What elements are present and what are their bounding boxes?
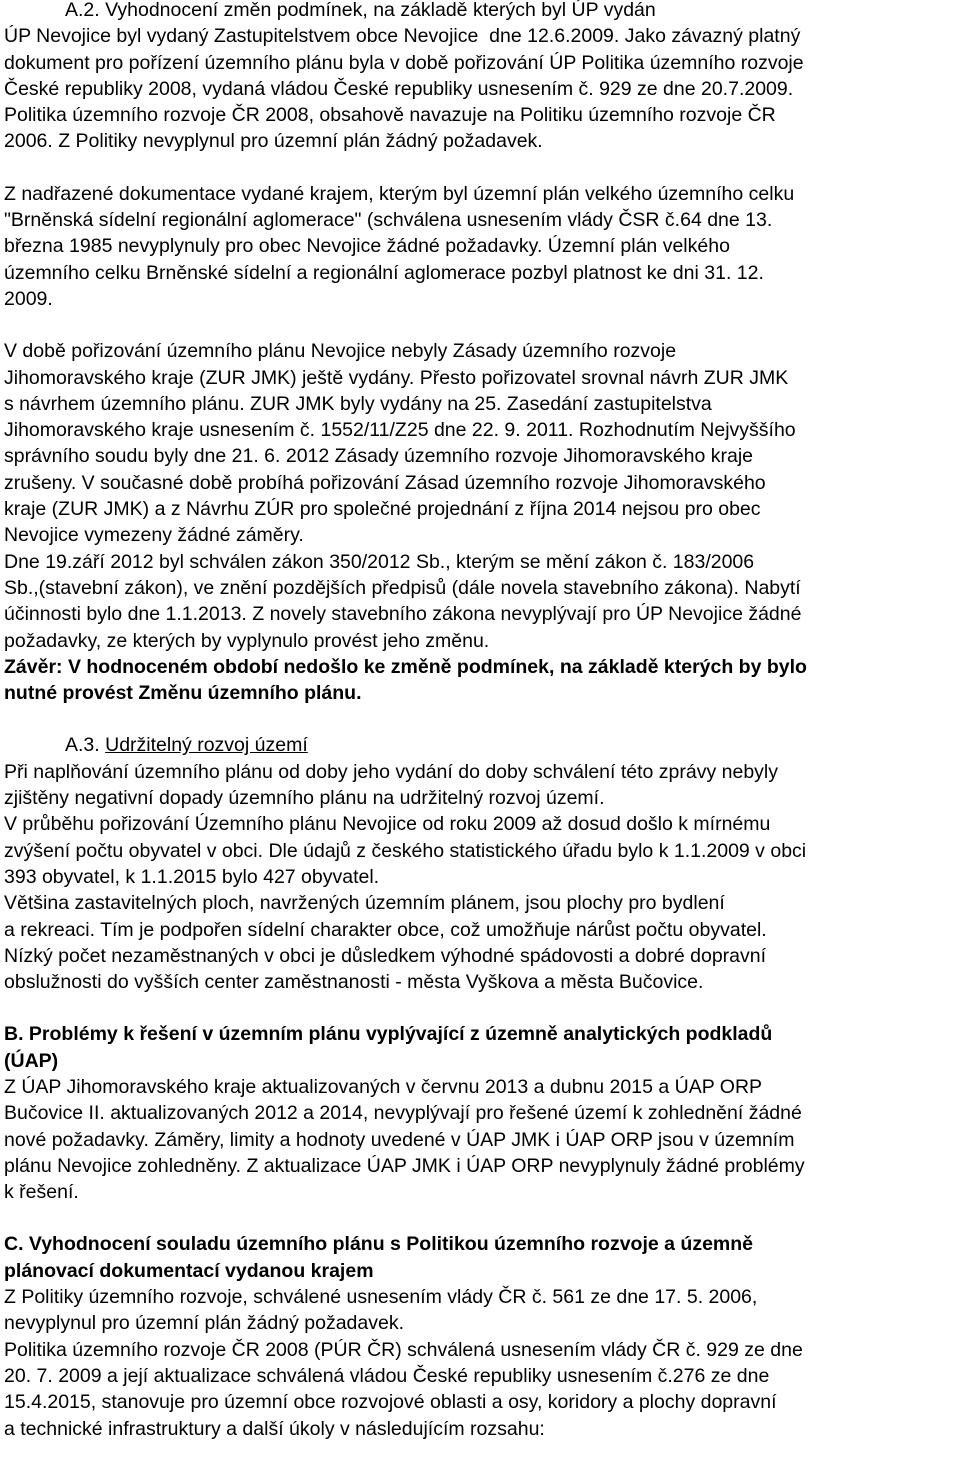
text-line: března 1985 nevyplynuly pro obec Nevojice žádné požadavky. Územní plán velkého [4, 235, 730, 258]
text-line: Z Politiky územního rozvoje, schválené usnesením vlády ČR č. 561 ze dne 17. 5. 2006, [4, 1286, 758, 1309]
text-line: Nízký počet nezaměstnaných v obci je důsledkem výhodné spádovosti a dobré dopravní [4, 944, 767, 967]
text-line: ÚP Nevojice byl vydaný Zastupitelstvem obce Nevojice dne 12.6.2009. Jako závazný platný [4, 25, 801, 48]
text-line: Jihomoravského kraje usnesením č. 1552/11/Z25 dne 22. 9. 2011. Rozhodnutím Nejvyššího [4, 419, 796, 442]
text-line: Politika územního rozvoje ČR 2008 (PÚR ČR) schválená usnesením vlády ČR č. 929 ze dne [4, 1338, 803, 1361]
text-line: "Brněnská sídelní regionální aglomerace" (schválena usnesením vlády ČSR č.64 dne 13. [4, 209, 773, 232]
text-line: správního soudu byly dne 21. 6. 2012 Zásady územního rozvoje Jihomoravského kraje [4, 445, 754, 468]
text-line: zrušeny. V současné době probíhá pořizování Zásad územního rozvoje Jihomoravského [4, 471, 766, 494]
a3-paragraph-2 [4, 811, 956, 890]
text-line: 20. 7. 2009 a její aktualizace schválená vládou České republiky usnesením č.276 ze dne [4, 1364, 770, 1387]
text-line: plánovací dokumentací vydanou krajem [4, 1259, 374, 1282]
a3-paragraph-3 [4, 890, 956, 995]
text-line: Závěr: V hodnoceném období nedošlo ke změně podmínek, na základě kterých by bylo [4, 655, 807, 678]
text-line: V době pořizování územního plánu Nevojice nebyly Zásady územního rozvoje [4, 340, 677, 363]
b-heading [4, 1021, 956, 1074]
c-paragraph-1 [4, 1284, 956, 1337]
text-line: 15.4.2015, stanovuje pro územní obce rozvojové oblasti a osy, koridory a plochy dopravní [4, 1391, 777, 1414]
a3-number: A.3. [65, 734, 100, 757]
text-line: požadavky, ze kterých by vyplynulo provést jeho změnu. [4, 629, 490, 652]
text-line: Z ÚAP Jihomoravského kraje aktualizovaných v červnu 2013 a dubnu 2015 a ÚAP ORP [4, 1075, 763, 1098]
text-line: Dne 19.září 2012 byl schválen zákon 350/2012 Sb., kterým se mění zákon č. 183/2006 [4, 550, 755, 573]
text-line: V průběhu pořizování Územního plánu Nevojice od roku 2009 až dosud došlo k mírnému [4, 813, 771, 836]
text-line: Při naplňování územního plánu od doby jeho vydání do doby schválení této zprávy nebyly [4, 760, 779, 783]
text-line: Jihomoravského kraje (ZUR JMK) ještě vydány. Přesto pořizovatel srovnal návrh ZUR JMK [4, 366, 789, 389]
c-heading [4, 1231, 956, 1284]
a2-conclusion [4, 654, 956, 707]
text-line: České republiky 2008, vydaná vládou České republiky usnesením č. 929 ze dne 20.7.2009. [4, 77, 794, 100]
text-line: dokument pro pořízení územního plánu byla v době pořizování ÚP Politika územního rozvoje [4, 51, 804, 74]
text-line: 2006. Z Politiky nevyplynul pro územní plán žádný požadavek. [4, 130, 543, 153]
a3-paragraph-1 [4, 759, 956, 812]
text-line: 2009. [4, 287, 53, 310]
text-line: Z nadřazené dokumentace vydané krajem, kterým byl územní plán velkého územního celku [4, 182, 795, 205]
text-line: nové požadavky. Záměry, limity a hodnoty uvedené v ÚAP JMK i ÚAP ORP jsou v územním [4, 1128, 795, 1151]
text-line: Bučovice II. aktualizovaných 2012 a 2014, nevyplývají pro řešené území k zohlednění žádné [4, 1102, 802, 1125]
b-paragraph-1 [4, 1074, 956, 1205]
text-line: nevyplynul pro územní plán žádný požadavek. [4, 1312, 404, 1335]
text-line: zjištěny negativní dopady územního plánu na udržitelný rozvoj území. [4, 787, 605, 810]
text-line: obslužnosti do vyšších center zaměstnanosti - města Vyškova a města Bučovice. [4, 971, 704, 994]
c-paragraph-2 [4, 1337, 956, 1442]
text-line: Většina zastavitelných ploch, navržených územním plánem, jsou plochy pro bydlení [4, 892, 725, 915]
a2-heading: A.2. Vyhodnocení změn podmínek, na základě kterých byl ÚP vydán [65, 0, 656, 21]
text-line: účinnosti bylo dne 1.1.2013. Z novely stavebního zákona nevyplývají pro ÚP Nevojice žádné [4, 603, 802, 626]
text-line: 393 obyvatel, k 1.1.2015 bylo 427 obyvatel. [4, 865, 380, 888]
a2-paragraph-3 [4, 338, 956, 548]
a3-title: Udržitelný rozvoj území [105, 734, 308, 757]
text-line: B. Problémy k řešení v územním plánu vyplývající z územně analytických podkladů [4, 1023, 773, 1046]
text-line: a technické infrastruktury a další úkoly v následujícím rozsahu: [4, 1417, 545, 1440]
text-line: s návrhem územního plánu. ZUR JMK byly vydány na 25. Zasedání zastupitelstva [4, 392, 712, 415]
a2-paragraph-4 [4, 549, 956, 654]
document-page [4, 0, 956, 1442]
text-line: a rekreaci. Tím je podpořen sídelní charakter obce, což umožňuje nárůst počtu obyvatel. [4, 918, 767, 941]
text-line: C. Vyhodnocení souladu územního plánu s Politikou územního rozvoje a územně [4, 1233, 754, 1256]
text-line: Sb.,(stavební zákon), ve znění pozdějších předpisů (dále novela stavebního zákona). Nabytí [4, 576, 801, 599]
text-line: k řešení. [4, 1181, 79, 1204]
a2-paragraph-2 [4, 181, 956, 312]
a3-heading [4, 732, 956, 758]
text-line: (ÚAP) [4, 1049, 59, 1072]
text-line: zvýšení počtu obyvatel v obci. Dle údajů z českého statistického úřadu bylo k 1.1.2009 v obci [4, 839, 807, 862]
text-line: nutné provést Změnu územního plánu. [4, 682, 362, 705]
text-line: územního celku Brněnské sídelní a regionální aglomerace pozbyl platnost ke dni 31. 12. [4, 261, 764, 284]
a2-paragraph-1 [4, 23, 956, 154]
text-line: Nevojice vymezeny žádné záměry. [4, 524, 304, 547]
text-line: plánu Nevojice zohledněny. Z aktualizace ÚAP JMK i ÚAP ORP nevyplynuly žádné problémy [4, 1154, 805, 1177]
text-line: Politika územního rozvoje ČR 2008, obsahově navazuje na Politiku územního rozvoje ČR [4, 104, 776, 127]
text-line: kraje (ZUR JMK) a z Návrhu ZÚR pro společné projednání z října 2014 nejsou pro obec [4, 498, 761, 521]
